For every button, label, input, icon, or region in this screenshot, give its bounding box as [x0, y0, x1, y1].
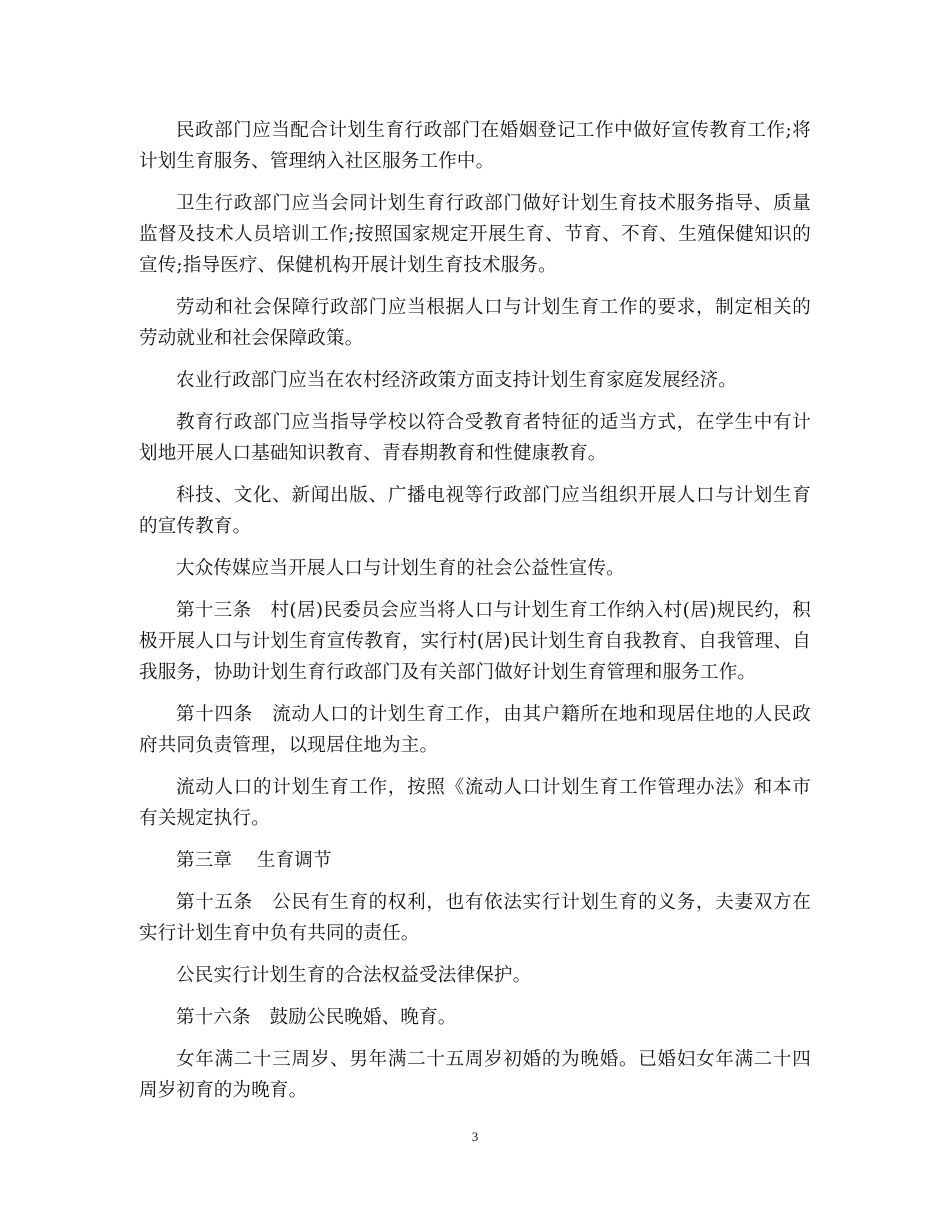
- chapter-heading: 第三章 生育调节: [176, 850, 332, 871]
- page-number: 3: [471, 1129, 479, 1144]
- paragraph-agriculture: 农业行政部门应当在农村经济政策方面支持计划生育家庭发展经济。: [176, 370, 738, 391]
- paragraph-education: 教育行政部门应当指导学校以符合受教育者特征的适当方式，在学生中有计划地开展人口基础知识教育、青春期教育和性健康教育。: [139, 412, 811, 464]
- paragraph-late-marriage: 女年满二十三周岁、男年满二十五周岁初婚的为晚婚。已婚妇女年满二十四周岁初育的为晚育。: [139, 1049, 811, 1101]
- paragraph-floating-population: 流动人口的计划生育工作，按照《流动人口计划生育工作管理办法》和本市有关规定执行。: [139, 777, 811, 829]
- document-body: [139, 115, 811, 1117]
- paragraph-labor: 劳动和社会保障行政部门应当根据人口与计划生育工作的要求，制定相关的劳动就业和社会保障政策。: [139, 297, 811, 349]
- paragraph-culture: 科技、文化、新闻出版、广播电视等行政部门应当组织开展人口与计划生育的宣传教育。: [139, 485, 811, 537]
- paragraph-legal-rights: 公民实行计划生育的合法权益受法律保护。: [176, 965, 532, 986]
- paragraph-article-13: 第十三条 村(居)民委员会应当将人口与计划生育工作纳入村(居)规民约，积极开展人口与计划生育宣传教育，实行村(居)民计划生育自我教育、自我管理、自我服务，协助计划生育行政部门及有关部门做好计划生育管理和服务工作。: [139, 600, 811, 683]
- paragraph-health: 卫生行政部门应当会同计划生育行政部门做好计划生育技术服务指导、质量监督及技术人员培训工作;按照国家规定开展生育、节育、不育、生殖保健知识的宣传;指导医疗、保健机构开展计划生育技术服务。: [139, 193, 811, 276]
- paragraph-article-15: 第十五条 公民有生育的权利，也有依法实行计划生育的义务，夫妻双方在实行计划生育中负有共同的责任。: [139, 892, 811, 944]
- paragraph-article-16: 第十六条 鼓励公民晚婚、晚育。: [176, 1007, 457, 1028]
- paragraph-media: 大众传媒应当开展人口与计划生育的社会公益性宣传。: [176, 558, 625, 579]
- paragraph-article-14: 第十四条 流动人口的计划生育工作，由其户籍所在地和现居住地的人民政府共同负责管理，以现居住地为主。: [139, 704, 811, 756]
- paragraph-civil-affairs: 民政部门应当配合计划生育行政部门在婚姻登记工作中做好宣传教育工作;将计划生育服务、管理纳入社区服务工作中。: [139, 120, 811, 172]
